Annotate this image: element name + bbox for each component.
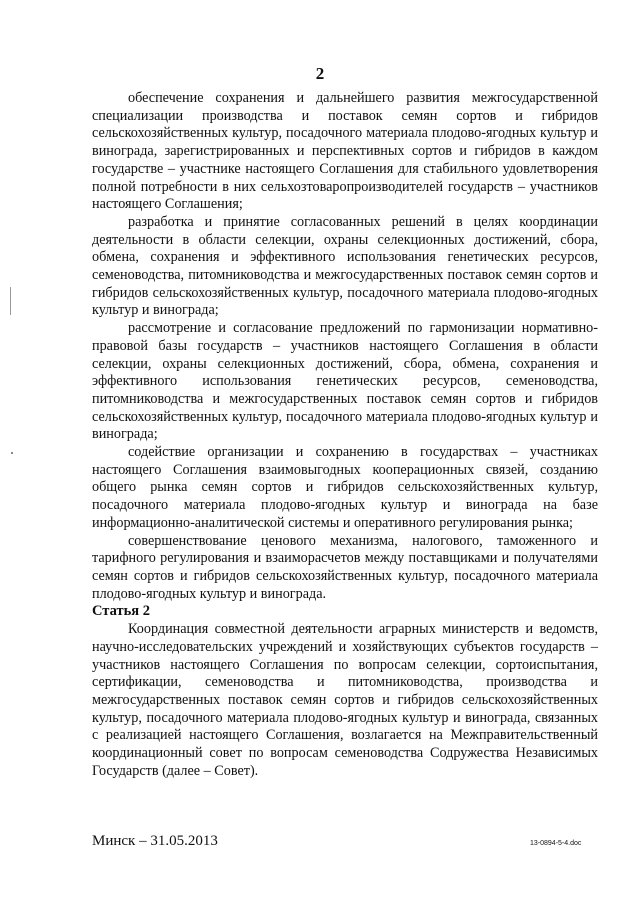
footer-doc-id: 13-0894-5-4.doc	[530, 840, 582, 847]
page-number: 2	[315, 64, 325, 83]
article-paragraph: Координация совместной деятельности аграрных министерств и ведомств, научно-исследовательских учреждений и хозяйствующих субъектов государств – участников настоящего Соглашения по вопросам селекции, сортоиспытания, сертификации, семеноводства и питомниководства, производства и межгосударственных поставок семян сортов и гибридов сельскохозяйственных культур, посадочного материала плодово-ягодных культур и винограда, связанных с реализацией настоящего Соглашения, возлагается на Межправительственный координационный совет по вопросам семеноводства Содружества Независимых Государств (далее – Совет).	[92, 621, 598, 779]
scan-speck	[11, 452, 13, 454]
paragraph-4: содействие организации и сохранению в государствах – участниках настоящего Соглашения взаимовыгодных кооперационных связей, созданию общего рынка семян сортов и гибридов сельскохозяйственных культур, посадочного материала плодово-ягодных культур и винограда на базе информационно-аналитической системы и оперативного регулирования рынка;	[92, 444, 598, 531]
paragraph-5: совершенствование ценового механизма, налогового, таможенного и тарифного регулирования и взаиморасчетов между поставщиками и получателями семян сортов и гибридов сельскохозяйственных культур, посадочного материала плодово-ягодных культур и винограда.	[92, 532, 598, 602]
paragraph-3: рассмотрение и согласование предложений по гармонизации нормативно-правовой базы государств – участников настоящего Соглашения в области селекции, охраны селекционных достижений, сбора, обмена, сохранения и эффективного использования генетических ресурсов, семеноводства, питомниководства и межгосударственных поставок семян сортов и гибридов сельскохозяйственных культур, посадочного материала плодово-ягодных культур и винограда;	[92, 320, 598, 443]
scan-margin-mark	[10, 287, 11, 315]
document-body	[92, 90, 598, 780]
paragraph-1: обеспечение сохранения и дальнейшего развития межгосударственной специализации производства и поставок семян сортов и гибридов сельскохозяйственных культур, посадочного материала плодово-ягодных культур и винограда, зарегистрированных и перспективных сортов и гибридов в каждом государстве – участнике настоящего Соглашения для стабильного удовлетворения полной потребности в них сельхозтоваропроизводителей государств – участников настоящего Соглашения;	[92, 90, 598, 213]
article-heading: Статья 2	[92, 603, 150, 620]
footer-city-date: Минск – 31.05.2013	[92, 833, 218, 849]
paragraph-2: разработка и принятие согласованных решений в целях координации деятельности в области селекции, охраны селекционных достижений, сбора, обмена, сохранения и эффективного использования генетических ресурсов, семеноводства, питомниководства и межгосударственных поставок семян сортов и гибридов сельскохозяйственных культур, посадочного материала плодово-ягодных культур и винограда;	[92, 213, 598, 319]
